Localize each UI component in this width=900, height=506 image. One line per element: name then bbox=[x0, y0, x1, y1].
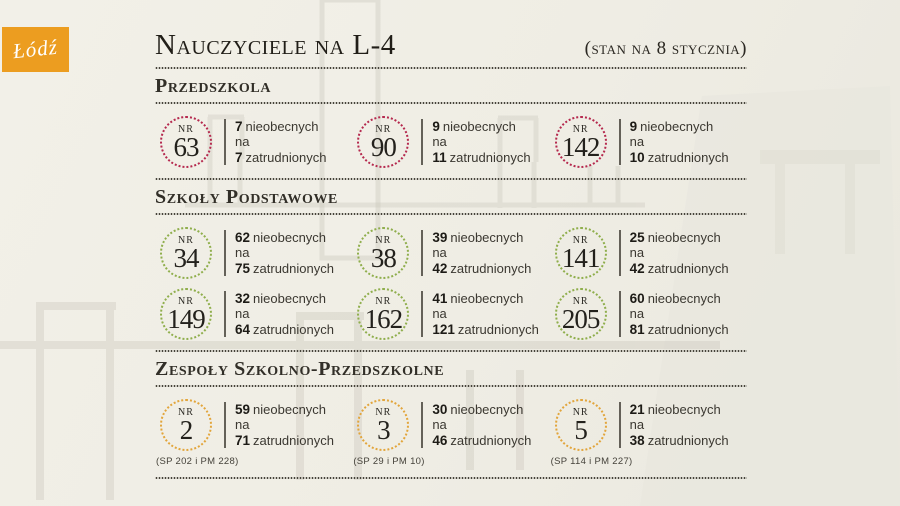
facility-badge bbox=[155, 399, 352, 451]
employed-word: zatrudnionych bbox=[253, 260, 334, 276]
employed-count: 7 bbox=[235, 149, 243, 165]
absent-word: nieobecnych bbox=[450, 290, 524, 306]
nr-label: NR bbox=[178, 235, 194, 247]
dotted-divider bbox=[155, 350, 747, 352]
facility-badge bbox=[352, 116, 549, 168]
facility-number-circle bbox=[555, 399, 607, 451]
nr-label: NR bbox=[178, 407, 194, 419]
divider-line bbox=[224, 402, 226, 448]
facility-number-circle bbox=[555, 227, 607, 279]
facility-stats bbox=[432, 291, 538, 338]
facility-number-circle bbox=[357, 288, 409, 340]
section-heading-zespoly: Zespoły Szkolno-Przedszkolne bbox=[155, 358, 445, 380]
facility-badge bbox=[550, 227, 747, 279]
facility-number-circle bbox=[555, 116, 607, 168]
facility-badge bbox=[352, 288, 549, 340]
na-word: na bbox=[432, 306, 447, 322]
dotted-divider bbox=[155, 385, 747, 387]
facility-caption: (SP 114 i PM 227) bbox=[550, 456, 633, 467]
divider-line bbox=[619, 291, 621, 337]
employed-word: zatrudnionych bbox=[450, 260, 532, 276]
na-word: na bbox=[629, 306, 645, 322]
employed-word: zatrudnionych bbox=[450, 432, 532, 448]
facility-number: 142 bbox=[561, 132, 600, 163]
divider-line bbox=[619, 230, 621, 276]
employed-word: zatrudnionych bbox=[253, 321, 334, 337]
badge-row-podstawowe-1 bbox=[155, 216, 747, 288]
facility-badge-with-caption bbox=[352, 399, 549, 467]
facility-number-circle bbox=[160, 288, 212, 340]
facility-number-circle bbox=[160, 227, 212, 279]
section-heading-przedszkola: Przedszkola bbox=[155, 75, 272, 97]
na-word: na bbox=[432, 245, 447, 261]
absent-count: 41 bbox=[432, 290, 448, 306]
lodz-logo-text: Łódź bbox=[11, 34, 60, 64]
absent-count: 9 bbox=[629, 118, 638, 134]
facility-number: 205 bbox=[561, 304, 600, 335]
employed-count: 38 bbox=[629, 432, 645, 448]
na-word: na bbox=[432, 417, 447, 433]
nr-label: NR bbox=[572, 296, 589, 308]
na-word: na bbox=[432, 134, 447, 150]
facility-number-circle bbox=[357, 116, 409, 168]
nr-label: NR bbox=[375, 296, 392, 308]
divider-line bbox=[224, 291, 226, 337]
facility-number: 90 bbox=[370, 132, 396, 163]
employed-count: 46 bbox=[432, 432, 448, 448]
facility-stats bbox=[432, 230, 531, 277]
absent-word: nieobecnych bbox=[253, 229, 327, 245]
absent-count: 60 bbox=[629, 290, 645, 306]
facility-stats bbox=[235, 291, 334, 338]
absent-count: 25 bbox=[629, 229, 645, 245]
facility-number: 34 bbox=[173, 243, 199, 274]
facility-number: 3 bbox=[377, 415, 390, 446]
facility-badge bbox=[155, 288, 352, 340]
absent-word: nieobecnych bbox=[640, 118, 714, 134]
facility-number-circle bbox=[357, 227, 409, 279]
divider-line bbox=[224, 119, 226, 165]
divider-line bbox=[421, 291, 423, 337]
divider-line bbox=[224, 230, 226, 276]
absent-word: nieobecnych bbox=[647, 229, 721, 245]
employed-count: 71 bbox=[235, 432, 251, 448]
facility-stats bbox=[630, 291, 729, 338]
employed-count: 42 bbox=[629, 260, 645, 276]
facility-number: 38 bbox=[370, 243, 396, 274]
absent-word: nieobecnych bbox=[647, 401, 721, 417]
absent-count: 9 bbox=[432, 118, 440, 134]
facility-badge bbox=[550, 116, 747, 168]
facility-number: 141 bbox=[561, 243, 600, 274]
badge-row-podstawowe-2 bbox=[155, 288, 747, 349]
nr-label: NR bbox=[375, 124, 392, 136]
nr-label: NR bbox=[572, 235, 589, 247]
facility-number-circle bbox=[555, 288, 607, 340]
facility-number-circle bbox=[160, 399, 212, 451]
dotted-divider bbox=[155, 102, 747, 104]
facility-number: 63 bbox=[173, 132, 199, 163]
employed-word: zatrudnionych bbox=[647, 149, 729, 165]
nr-label: NR bbox=[572, 124, 589, 136]
facility-badge-with-caption bbox=[550, 399, 747, 467]
infographic-content bbox=[155, 16, 747, 480]
absent-word: nieobecnych bbox=[245, 118, 319, 134]
employed-count: 10 bbox=[629, 149, 645, 165]
employed-count: 121 bbox=[432, 321, 455, 337]
na-word: na bbox=[235, 417, 250, 433]
na-word: na bbox=[629, 245, 645, 261]
employed-count: 42 bbox=[432, 260, 448, 276]
title-bar bbox=[155, 16, 747, 66]
facility-stats bbox=[235, 230, 334, 277]
absent-word: nieobecnych bbox=[450, 229, 524, 245]
employed-word: zatrudnionych bbox=[647, 260, 729, 276]
facility-stats bbox=[432, 402, 531, 449]
facility-badge bbox=[550, 288, 747, 340]
absent-word: nieobecnych bbox=[442, 118, 516, 134]
absent-count: 7 bbox=[235, 118, 243, 134]
facility-number: 162 bbox=[364, 304, 403, 335]
facility-number: 5 bbox=[574, 415, 587, 446]
nr-label: NR bbox=[375, 235, 392, 247]
facility-number-circle bbox=[160, 116, 212, 168]
nr-label: NR bbox=[572, 407, 589, 419]
absent-count: 59 bbox=[235, 401, 251, 417]
na-word: na bbox=[629, 417, 645, 433]
employed-word: zatrudnionych bbox=[647, 321, 729, 337]
employed-word: zatrudnionych bbox=[245, 149, 327, 165]
facility-stats bbox=[235, 119, 326, 166]
absent-count: 21 bbox=[629, 401, 645, 417]
facility-badge-with-caption bbox=[155, 399, 352, 467]
divider-line bbox=[421, 119, 423, 165]
na-word: na bbox=[235, 245, 250, 261]
nr-label: NR bbox=[178, 296, 194, 308]
absent-count: 39 bbox=[432, 229, 448, 245]
divider-line bbox=[619, 119, 621, 165]
employed-count: 11 bbox=[432, 149, 447, 165]
page-subtitle: (stan na 8 stycznia) bbox=[584, 38, 747, 60]
na-word: na bbox=[629, 134, 645, 150]
divider-line bbox=[421, 230, 423, 276]
dotted-divider bbox=[155, 178, 747, 180]
na-word: na bbox=[235, 306, 250, 322]
na-word: na bbox=[235, 134, 250, 150]
employed-word: zatrudnionych bbox=[253, 432, 334, 448]
facility-badge bbox=[352, 399, 549, 451]
facility-number: 2 bbox=[179, 415, 193, 446]
facility-stats bbox=[630, 230, 729, 277]
absent-word: nieobecnych bbox=[253, 290, 327, 306]
employed-word: zatrudnionych bbox=[647, 432, 729, 448]
divider-line bbox=[619, 402, 621, 448]
facility-badge bbox=[550, 399, 747, 451]
facility-badge bbox=[155, 116, 352, 168]
absent-word: nieobecnych bbox=[647, 290, 721, 306]
facility-caption: (SP 202 i PM 228) bbox=[156, 456, 239, 467]
absent-word: nieobecnych bbox=[253, 401, 327, 417]
employed-word: zatrudnionych bbox=[449, 149, 531, 165]
employed-count: 64 bbox=[235, 321, 251, 337]
facility-badge bbox=[352, 227, 549, 279]
facility-caption: (SP 29 i PM 10) bbox=[353, 456, 425, 467]
dotted-divider bbox=[155, 67, 747, 69]
employed-word: zatrudnionych bbox=[457, 321, 539, 337]
employed-count: 81 bbox=[629, 321, 645, 337]
badge-row-przedszkola bbox=[155, 105, 747, 177]
section-heading-szkoly-podstawowe: Szkoły Podstawowe bbox=[155, 186, 338, 208]
divider-line bbox=[421, 402, 423, 448]
employed-count: 75 bbox=[235, 260, 251, 276]
facility-badge bbox=[155, 227, 352, 279]
facility-stats bbox=[630, 402, 729, 449]
dotted-divider bbox=[155, 213, 747, 215]
lodz-city-logo bbox=[2, 27, 69, 72]
absent-count: 32 bbox=[235, 290, 251, 306]
facility-number-circle bbox=[357, 399, 409, 451]
absent-count: 30 bbox=[432, 401, 448, 417]
facility-number: 149 bbox=[167, 304, 205, 335]
facility-stats bbox=[432, 119, 530, 166]
facility-stats bbox=[630, 119, 729, 166]
absent-count: 62 bbox=[235, 229, 251, 245]
facility-stats bbox=[235, 402, 334, 449]
absent-word: nieobecnych bbox=[450, 401, 524, 417]
nr-label: NR bbox=[178, 124, 194, 136]
page-title: Nauczyciele na L-4 bbox=[155, 29, 396, 61]
nr-label: NR bbox=[375, 407, 392, 419]
dotted-divider bbox=[155, 477, 747, 479]
badge-row-zespoly bbox=[155, 388, 747, 476]
